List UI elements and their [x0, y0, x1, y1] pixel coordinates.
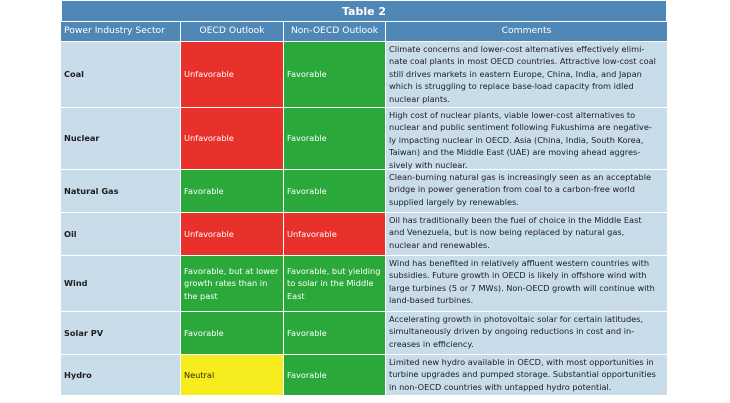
oecd-outlook: Unfavorable [181, 108, 284, 169]
comment-line: and Venezuela, but is now being replaced by natural gas, [389, 227, 625, 238]
comment-line: bridge in power generation from coal to a carbon-free world [389, 184, 636, 195]
comment-line: Limited new hydro available in OECD, with most opportunities in [389, 357, 654, 367]
table-title: Table 2 [61, 0, 667, 22]
comment-line: land-based turbines. [389, 295, 474, 306]
comment-line: Clean-burning natural gas is increasingly seen as an acceptable [389, 172, 652, 182]
oecd-outlook: Unfavorable [181, 42, 284, 107]
sector-name: Nuclear [61, 108, 181, 169]
table-row [61, 256, 667, 312]
non-oecd-outlook: Favorable, but yielding to solar in the Middle East [284, 256, 386, 311]
comment-line: sively with nuclear. [389, 159, 468, 170]
comment-text [389, 214, 642, 251]
comment-text [389, 257, 655, 307]
comment-line: ly impacting nuclear in OECD. Asia (China, India, South Korea, [389, 134, 644, 145]
header-oecd: OECD Outlook [181, 22, 284, 41]
comment-line: nuclear and public sentiment following Fukushima are negative- [389, 122, 652, 133]
table-row [61, 312, 667, 355]
non-oecd-outlook: Favorable [284, 312, 386, 354]
comment-line: still drives markets in eastern Europe, China, India, and Japan [389, 68, 642, 79]
comment-line: High cost of nuclear plants, viable lower-cost alternatives to [389, 110, 636, 120]
sector-name: Wind [61, 256, 181, 311]
comment-cell [386, 213, 667, 255]
oecd-outlook: Neutral [181, 355, 284, 395]
header-non-oecd: Non-OECD Outlook [284, 22, 386, 41]
comment-text [389, 109, 652, 171]
comment-text [389, 356, 656, 393]
comment-line: Oil has traditionally been the fuel of choice in the Middle East [389, 215, 642, 225]
comment-text [389, 43, 656, 105]
comment-line: nate coal plants in most OECD countries. Attractive low-cost coal [389, 56, 656, 67]
comment-text [389, 171, 651, 208]
comment-cell [386, 42, 667, 107]
non-oecd-outlook: Unfavorable [284, 213, 386, 255]
header-sector: Power Industry Sector [61, 22, 181, 41]
non-oecd-outlook: Favorable [284, 170, 386, 212]
table-body [61, 42, 667, 396]
table-row [61, 355, 667, 396]
comment-text [389, 313, 643, 350]
comment-line: Taiwan) and the Middle East (UAE) are moving ahead aggres- [389, 147, 641, 158]
comment-line: simultaneously driven by ongoing reductions in cost and in- [389, 326, 635, 337]
sector-name: Oil [61, 213, 181, 255]
comment-line: Climate concerns and lower-cost alternatives effectively elimi- [389, 44, 645, 54]
comment-line: supplied largely by renewables. [389, 196, 519, 207]
non-oecd-outlook: Favorable [284, 355, 386, 395]
sector-name: Solar PV [61, 312, 181, 354]
header-row [61, 22, 667, 42]
comment-line: large turbines (5 or 7 MWs). Non-OECD growth will continue with [389, 282, 655, 293]
comment-cell [386, 256, 667, 311]
header-comments: Comments [386, 22, 667, 41]
sector-name: Hydro [61, 355, 181, 395]
comment-cell [386, 355, 667, 395]
outlook-table [61, 0, 667, 396]
comment-line: creases in efficiency. [389, 338, 474, 349]
oecd-outlook: Favorable [181, 170, 284, 212]
sector-name: Natural Gas [61, 170, 181, 212]
comment-line: Accelerating growth in photovoltaic solar for certain latitudes, [389, 314, 644, 324]
comment-line: in non-OECD countries with untapped hydro potential. [389, 381, 612, 392]
comment-line: nuclear and renewables. [389, 239, 490, 250]
comment-cell [386, 170, 667, 212]
oecd-outlook: Unfavorable [181, 213, 284, 255]
comment-line: which is struggling to replace base-load capacity from idled [389, 81, 634, 92]
comment-cell [386, 108, 667, 169]
oecd-outlook: Favorable [181, 312, 284, 354]
table-row [61, 213, 667, 256]
non-oecd-outlook: Favorable [284, 42, 386, 107]
oecd-outlook: Favorable, but at lower growth rates than in the past [181, 256, 284, 311]
sector-name: Coal [61, 42, 181, 107]
comment-line: Wind has benefited in relatively affluent western countries with [389, 258, 650, 268]
table-row [61, 42, 667, 108]
comment-cell [386, 312, 667, 354]
table-row [61, 108, 667, 170]
comment-line: nuclear plants. [389, 93, 450, 104]
non-oecd-outlook: Favorable [284, 108, 386, 169]
comment-line: subsidies. Future growth in OECD is likely in offshore wind with [389, 270, 647, 281]
table-row [61, 170, 667, 213]
comment-line: turbine upgrades and pumped storage. Substantial opportunities [389, 369, 656, 380]
